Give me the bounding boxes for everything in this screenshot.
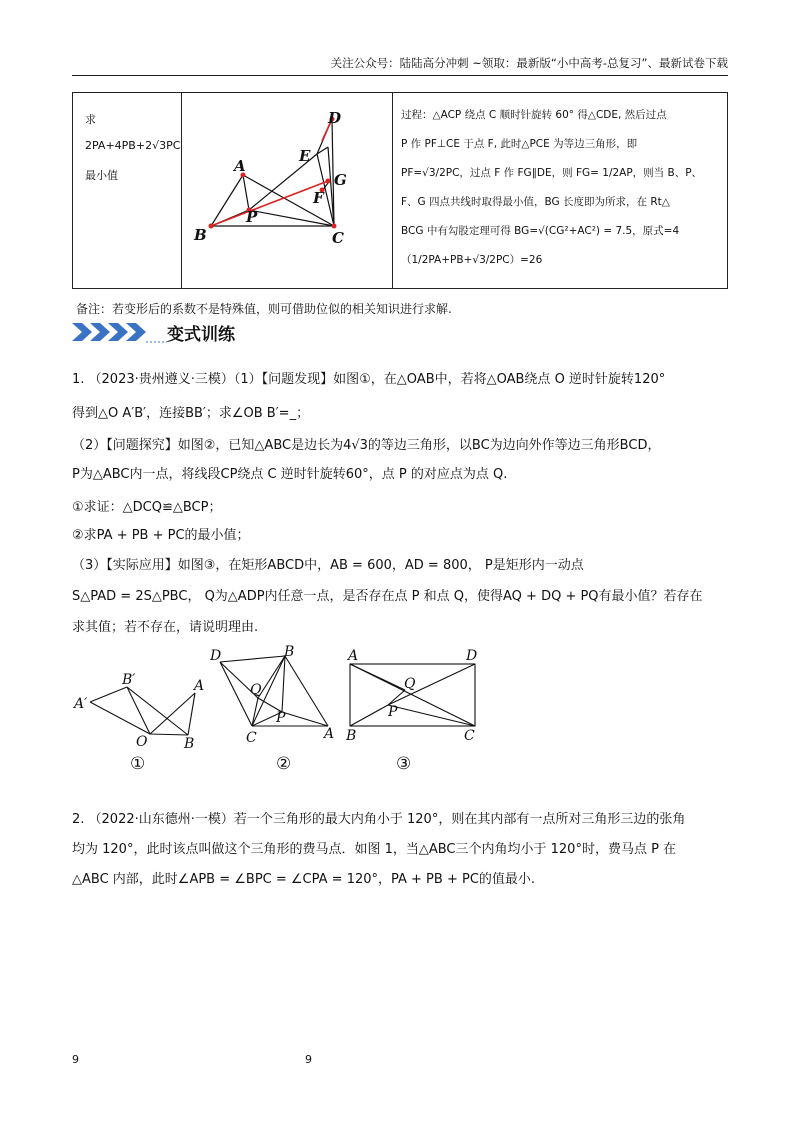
page-number-right: 9 (305, 1053, 312, 1066)
svg-text:A: A (194, 678, 205, 694)
question-line: 2PA+4PB+2√3PC (85, 139, 181, 152)
q1-line: 求其值；若不存在，请说明理由. (72, 620, 259, 635)
q1-line: （2）【问题探究】如图②，已知△ABC是边长为4√3的等边三角形，以BC为边向外作等边三角形BCD， (72, 438, 661, 453)
question-line: 求 (85, 113, 96, 126)
q1-line: P为△ABC内一点，将线段CP绕点 C 逆时针旋转60°，点 P 的对应点为点 Q. (72, 467, 508, 482)
figure-3-label: ③ (396, 754, 412, 772)
label-B: B (194, 226, 207, 244)
svg-text:A: A (348, 648, 359, 664)
svg-text:C: C (464, 728, 475, 744)
label-C: C (332, 229, 344, 247)
svg-text:P: P (388, 704, 398, 720)
q1-line: 1. （2023·贵州遵义·三模）（1）【问题发现】如图①，在△OAB中，若将△OAB绕点 O 逆时针旋转120° (72, 372, 666, 387)
process-line: PF=√3/2PC，过点 F 作 FG∥DE，则 FG= 1/2AP，则当 B、P、 (401, 167, 703, 179)
figure-2-label: ② (276, 754, 292, 772)
q1-line: （3）【实际应用】如图③，在矩形ABCD中，AB = 600，AD = 800， P是矩形内一动点 (72, 558, 584, 573)
q2-line: △ABC 内部，此时∠APB = ∠BPC = ∠CPA = 120°，PA + PB + PC的值最小. (72, 872, 536, 887)
section-title: 变式训练 (167, 325, 235, 345)
q1-line: ①求证：△DCQ≌△BCP； (72, 500, 222, 515)
process-line: （1/2PA+PB+√3/2PC）=26 (401, 254, 543, 266)
page-header: 关注公众号：陆陆高分冲刺 ~领取：最新版“小中高考-总复习”、最新试卷下载 (72, 55, 728, 76)
process-line: P 作 PF⊥CE 于点 F, 此时△PCE 为等边三角形，即 (401, 138, 638, 150)
label-E: E (299, 147, 311, 165)
svg-text:A′: A′ (74, 696, 88, 712)
q1-line: S△PAD = 2S△PBC， Q为△ADP内任意一点，是否存在点 P 和点 Q，使得AQ + DQ + PQ有最小值？若存在 (72, 589, 703, 604)
svg-text:C: C (246, 730, 257, 746)
question-line: 最小值 (85, 169, 118, 182)
table-process-cell (393, 93, 727, 288)
label-F: F (313, 189, 324, 207)
section-heading (72, 320, 242, 344)
svg-text:B: B (346, 728, 357, 744)
svg-text:B: B (184, 736, 195, 752)
chevron-icon (72, 320, 167, 344)
label-D: D (328, 109, 342, 127)
solution-table (72, 92, 728, 289)
q1-line: ②求PA + PB + PC的最小值； (72, 528, 250, 543)
q2-line: 2. （2022·山东德州·一模）若一个三角形的最大内角小于 120°，则在其内部有一点所对三角形三边的张角 (72, 812, 686, 827)
figure-1-label: ① (130, 754, 146, 772)
svg-text:D: D (210, 648, 222, 664)
label-A: A (234, 157, 246, 175)
svg-text:B′: B′ (122, 672, 136, 688)
table-figure-cell (182, 93, 393, 288)
svg-text:D: D (466, 648, 478, 664)
q2-line: 均为 120°，此时该点叫做这个三角形的费马点．如图 1，当△ABC三个内角均小于 120°时，费马点 P 在 (72, 842, 677, 857)
label-G: G (334, 171, 347, 189)
svg-text:O: O (136, 734, 148, 750)
q1-line: 得到△O A′B′，连接BB′；求∠OB B′=_； (72, 406, 310, 421)
geometry-figure (182, 93, 392, 288)
svg-text:A: A (324, 726, 335, 742)
label-P: P (246, 208, 258, 226)
svg-text:B: B (284, 644, 295, 660)
process-line: 过程：△ACP 绕点 C 顺时针旋转 60° 得△CDE, 然后过点 (401, 109, 667, 121)
q1-figures (70, 642, 490, 772)
note-text: 备注：若变形后的系数不是特殊值，则可借助位似的相关知识进行求解. (76, 302, 452, 316)
process-line: BCG 中有勾股定理可得 BG=√(CG²+AC²) = 7.5，原式=4 (401, 225, 680, 237)
table-question-cell (73, 93, 182, 288)
svg-text:Q: Q (250, 682, 262, 698)
svg-text:Q: Q (404, 676, 416, 692)
page-number-left: 9 (72, 1053, 79, 1066)
process-line: F、G 四点共线时取得最小值，BG 长度即为所求，在 Rt△ (401, 196, 670, 208)
svg-text:P: P (276, 710, 286, 726)
